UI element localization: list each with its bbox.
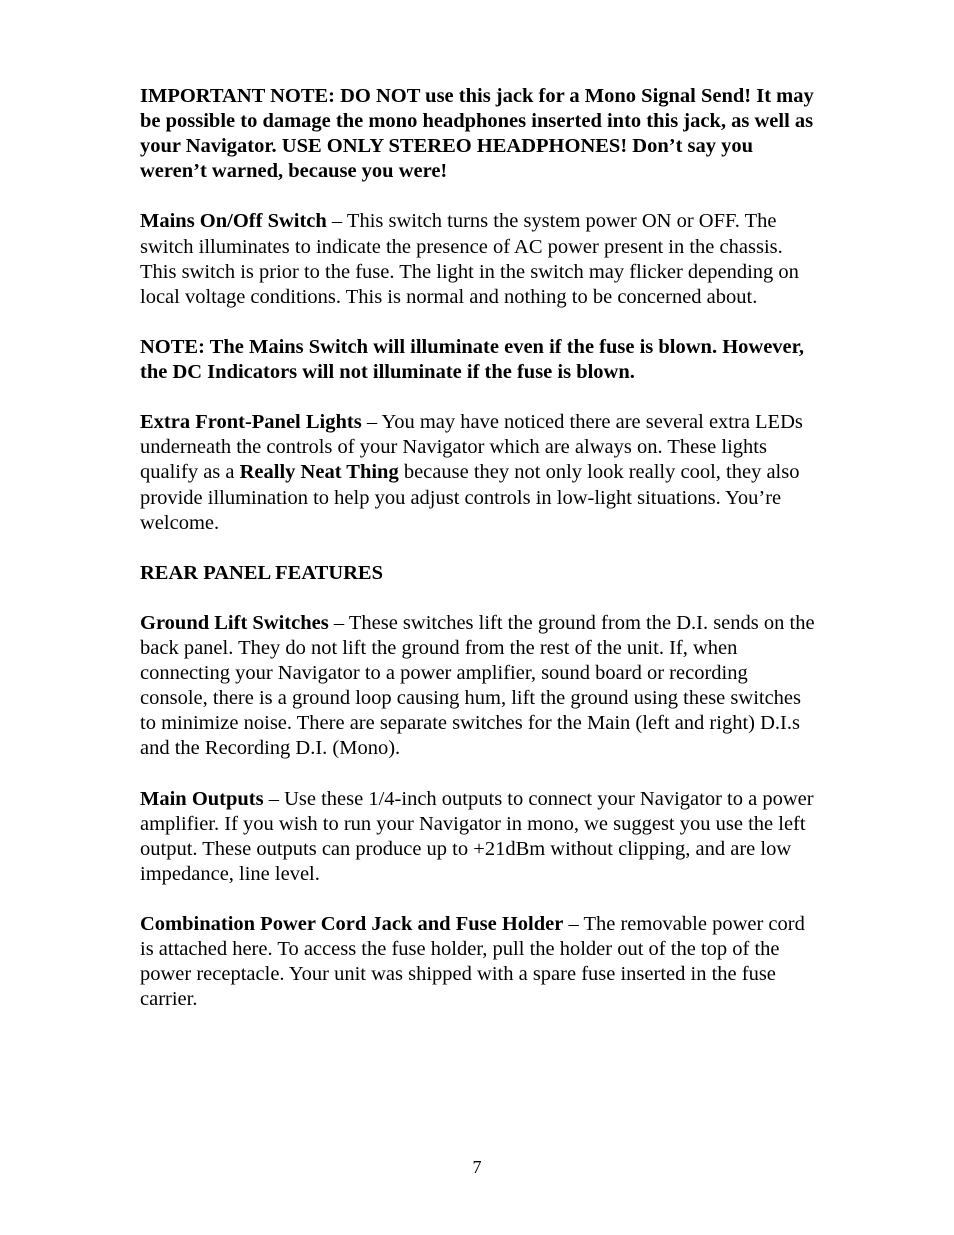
rear-panel-heading: REAR PANEL FEATURES <box>140 561 383 584</box>
extra-lights-term: Extra Front-Panel Lights <box>140 411 362 434</box>
mains-switch-term: Mains On/Off Switch <box>140 210 327 233</box>
extra-lights-paragraph <box>140 410 820 535</box>
main-outputs-paragraph <box>140 787 820 887</box>
main-outputs-text: – Use these 1/4-inch outputs to connect your Navigator to a power amplifier. If you wish to run your Navigator in mono, we suggest you use the left output. These outputs can produce up to +21dBm without clipping, and are low impedance, line level. <box>140 787 814 885</box>
ground-lift-term: Ground Lift Switches <box>140 611 329 634</box>
ground-lift-paragraph <box>140 611 820 762</box>
extra-lights-text-b: because they not only look really cool, they also provide illumination to help you adjust controls in low-light situations. You’re welcome. <box>140 461 800 534</box>
important-note: IMPORTANT NOTE: DO NOT use this jack for a Mono Signal Send! It may be possible to damage the mono headphones inserted into this jack, as well as your Navigator. USE ONLY STEREO HEADPHONES! Don’t say you weren’t warned, because you were! <box>140 85 814 183</box>
extra-lights-emphasis: Really Neat Thing <box>239 461 399 484</box>
main-outputs-term: Main Outputs <box>140 787 264 810</box>
mains-switch-paragraph <box>140 209 820 309</box>
power-cord-text: – The removable power cord is attached here. To access the fuse holder, pull the holder out of the top of the power receptacle. Your unit was shipped with a spare fuse inserted in the fuse carrier. <box>140 913 805 1011</box>
fuse-note: NOTE: The Mains Switch will illuminate even if the fuse is blown. However, the DC Indicators will not illuminate if the fuse is blown. <box>140 335 804 384</box>
power-cord-term: Combination Power Cord Jack and Fuse Holder <box>140 913 564 936</box>
extra-lights-text-a: – You may have noticed there are several extra LEDs underneath the controls of your Navigator which are always on. These lights qualify as a <box>140 411 803 484</box>
power-cord-paragraph <box>140 912 820 1012</box>
page-number: 7 <box>472 1157 482 1177</box>
ground-lift-text: – These switches lift the ground from the D.I. sends on the back panel. They do not lift the ground from the rest of the unit. If, when connecting your Navigator to a power amplifier, sound board or recording console, there is a ground loop causing hum, lift the ground using these switches to minimize noise. There are separate switches for the Main (left and right) D.I.s and the Recording D.I. (Mono). <box>140 611 815 760</box>
document-page <box>140 84 820 1038</box>
mains-switch-text: – This switch turns the system power ON or OFF. The switch illuminates to indicate the presence of AC power present in the chassis. This switch is prior to the fuse. The light in the switch may flicker depending on local voltage conditions. This is normal and nothing to be concerned about. <box>140 210 799 308</box>
